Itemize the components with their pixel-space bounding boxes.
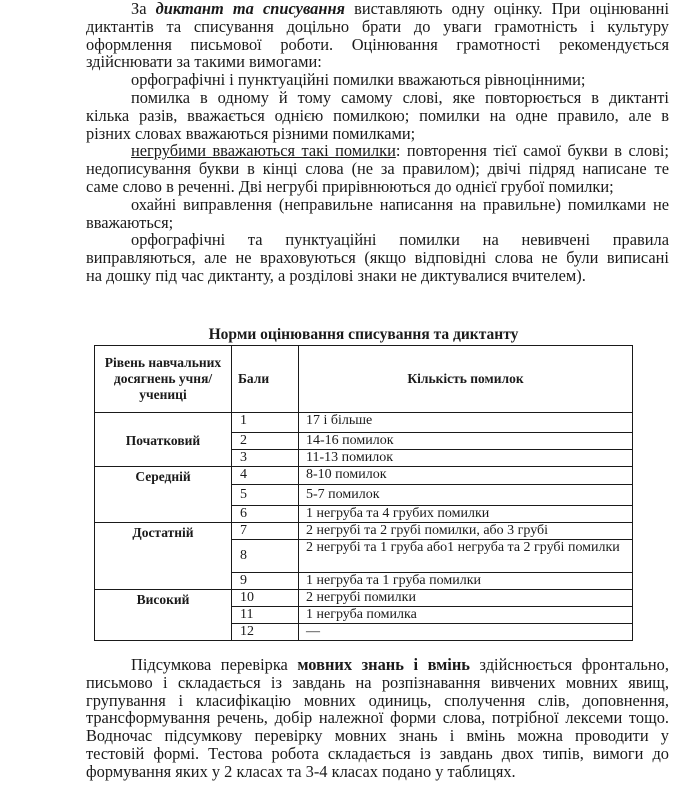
level-cell: Початковий <box>95 413 232 467</box>
rule-5-line-3: на дошку під час диктанту, а розділові знаки не диктувалися вчителем). <box>86 265 586 285</box>
intro-line-1-rest: виставляють одну оцінку. При оцінюванні <box>345 0 669 18</box>
errors-cell: 8-10 помилок <box>299 467 633 485</box>
table-row <box>95 523 633 540</box>
table-row <box>95 467 633 485</box>
errors-cell: 1 негруба помилка <box>299 607 633 624</box>
rule-5-line-2: виправляються, але не враховуються (якщо відповідні слова не були виписані <box>86 248 669 268</box>
rule-2-line-3: різних словах вважаються різними помилками; <box>86 123 416 143</box>
errors-cell: 2 негрубі та 2 грубі помилки, або 3 грубі <box>299 523 633 540</box>
points-cell: 2 <box>232 433 299 450</box>
outro-line-3: групування і класифікацію мовних одиниць, сполучення слів, доповнення, <box>86 690 669 710</box>
intro-line-3: оформлення письмової роботи. Оцінювання грамотності рекомендується <box>86 34 669 54</box>
errors-cell: 1 негруба та 1 груба помилки <box>299 573 633 590</box>
outro-paragraph <box>86 656 669 781</box>
points-cell: 5 <box>232 485 299 506</box>
points-cell: 1 <box>232 413 299 433</box>
points-cell: 9 <box>232 573 299 590</box>
points-cell: 4 <box>232 467 299 485</box>
intro-line-4: здійснювати за такими вимогами: <box>86 52 322 72</box>
points-cell: 11 <box>232 607 299 624</box>
errors-cell: 2 негрубі помилки <box>299 590 633 607</box>
rule-2-line-2: кілька разів, вважається однією помилкою; помилки на одне правило, але в <box>86 105 669 125</box>
rule-4-line-2: вважаються; <box>86 212 174 232</box>
rule-3-line-1 <box>86 142 669 160</box>
table-row <box>95 590 633 607</box>
outro-prefix: Підсумкова перевірка <box>131 655 298 674</box>
dictation-term: диктант та списування <box>155 0 345 18</box>
header-level: Рівень навчальних досягнень учня/учениці <box>95 346 232 413</box>
intro-line-2: диктантів та списування доцільно брати до уваги грамотність і культуру <box>86 16 669 36</box>
table-row <box>95 413 633 433</box>
intro-paragraph <box>86 0 669 285</box>
rule-5-line-1: орфографічні та пунктуаційні помилки на невивчені правила <box>131 230 669 250</box>
errors-cell: 14-16 помилок <box>299 433 633 450</box>
intro-prefix: За <box>131 0 156 18</box>
outro-line-1-rest: здійснюється фронтально, <box>469 655 669 674</box>
points-cell: 10 <box>232 590 299 607</box>
errors-cell: 5-7 помилок <box>299 485 633 506</box>
language-skills-term: мовних знань і вмінь <box>297 655 470 674</box>
points-cell: 6 <box>232 506 299 523</box>
grading-norms-table <box>94 345 633 641</box>
rule-4-line-1: охайні виправлення (неправильне написання на правильне) помилками не <box>131 194 669 214</box>
table-title: Норми оцінювання списування та диктанту <box>208 326 519 343</box>
intro-line-1 <box>86 0 669 18</box>
outro-line-6: тестовій формі. Тестова робота складається із завдань двох типів, вимоги до <box>86 743 669 763</box>
errors-cell: — <box>299 624 633 641</box>
errors-cell: 11-13 помилок <box>299 450 633 467</box>
outro-line-7: формування яких у 2 класах та 3-4 класах подано у таблицях. <box>86 761 516 781</box>
points-cell: 8 <box>232 540 299 573</box>
table-header-row <box>95 346 633 413</box>
header-points: Бали <box>232 346 299 413</box>
errors-cell: 1 негруба та 4 грубих помилки <box>299 506 633 523</box>
outro-line-5: Водночас підсумкову перевірку мовних знань і вмінь можна проводити у <box>86 726 669 746</box>
rule-2-line-1: помилка в одному й тому самому слові, яке повторюється в диктанті <box>131 87 669 107</box>
level-cell: Достатній <box>95 523 232 590</box>
level-cell: Середній <box>95 467 232 523</box>
rule-3-rest: : повторення тієї самої букви в слові; <box>395 141 669 161</box>
rule-1: орфографічні і пунктуаційні помилки вважаються рівноцінними; <box>131 70 586 90</box>
errors-cell: 2 негрубі та 1 груба або1 негруба та 2 грубі помилки <box>299 540 633 573</box>
rule-3-line-3: саме слово в реченні. Дві негрубі прирівнюються до однієї грубої помилки; <box>86 176 614 196</box>
non-gross-errors-term: негрубими вважаються такі помилки <box>131 141 396 161</box>
points-cell: 12 <box>232 624 299 641</box>
points-cell: 3 <box>232 450 299 467</box>
header-errors: Кількість помилок <box>299 346 633 413</box>
outro-line-1 <box>86 656 669 674</box>
level-cell: Високий <box>95 590 232 641</box>
rule-3-line-2: недописування букви в кінці слова (не за правилом); двічі підряд написане те <box>86 159 669 179</box>
outro-line-2: письмово і складається із завдань на розпізнавання вивчених мовних явищ, <box>86 672 669 692</box>
errors-cell: 17 і більше <box>299 413 633 433</box>
points-cell: 7 <box>232 523 299 540</box>
outro-line-4: трансформування речень, добір належної форми слова, потрібної лексеми тощо. <box>86 708 669 728</box>
